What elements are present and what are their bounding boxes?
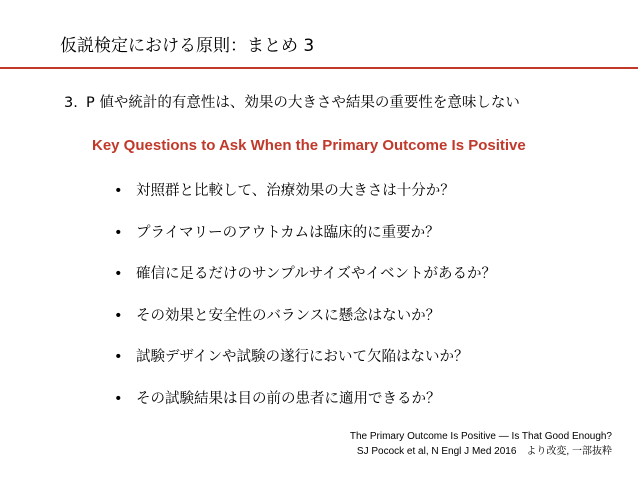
- citation-title: The Primary Outcome Is Positive — Is That Good Enough?: [349, 431, 612, 442]
- bullet-marker: •: [114, 349, 123, 365]
- question-text: その効果と安全性のバランスに懸念はないか？: [136, 307, 441, 324]
- question-list: [114, 179, 496, 428]
- question-text: 試験デザインや試験の遂行において欠陥はないか？: [136, 349, 469, 365]
- point-number: 3.: [64, 95, 78, 111]
- key-questions-heading: Key Questions to Ask When the Primary Outcome Is Positive: [92, 137, 526, 154]
- list-item: [114, 221, 496, 263]
- bullet-marker: •: [114, 266, 123, 282]
- question-text: プライマリーのアウトカムは臨床的に重要か？: [136, 224, 440, 241]
- citation: [350, 429, 612, 459]
- point-text: P 値や統計的有意性は、効果の大きさや結果の重要性を意味しない: [86, 95, 520, 111]
- citation-source: SJ Pocock et al, N Engl J Med 2016 より改変, 一部抜粋: [356, 446, 612, 457]
- list-item: [114, 179, 496, 221]
- bullet-marker: •: [114, 183, 123, 199]
- list-item: [114, 345, 496, 387]
- question-text: その試験結果は目の前の患者に適用できるか？: [136, 390, 441, 407]
- question-text: 対照群と比較して、治療効果の大きさは十分か？: [136, 183, 455, 199]
- bullet-marker: •: [114, 307, 123, 324]
- question-text: 確信に足るだけのサンプルサイズやイベントがあるか？: [136, 266, 497, 282]
- principle-point: [64, 91, 520, 112]
- list-item: [114, 304, 496, 346]
- list-item: [114, 387, 496, 429]
- slide-title: 仮説検定における原則：まとめ 3: [60, 36, 315, 56]
- title-divider: [0, 67, 638, 69]
- bullet-marker: •: [114, 224, 123, 241]
- list-item: [114, 262, 496, 304]
- bullet-marker: •: [114, 390, 123, 407]
